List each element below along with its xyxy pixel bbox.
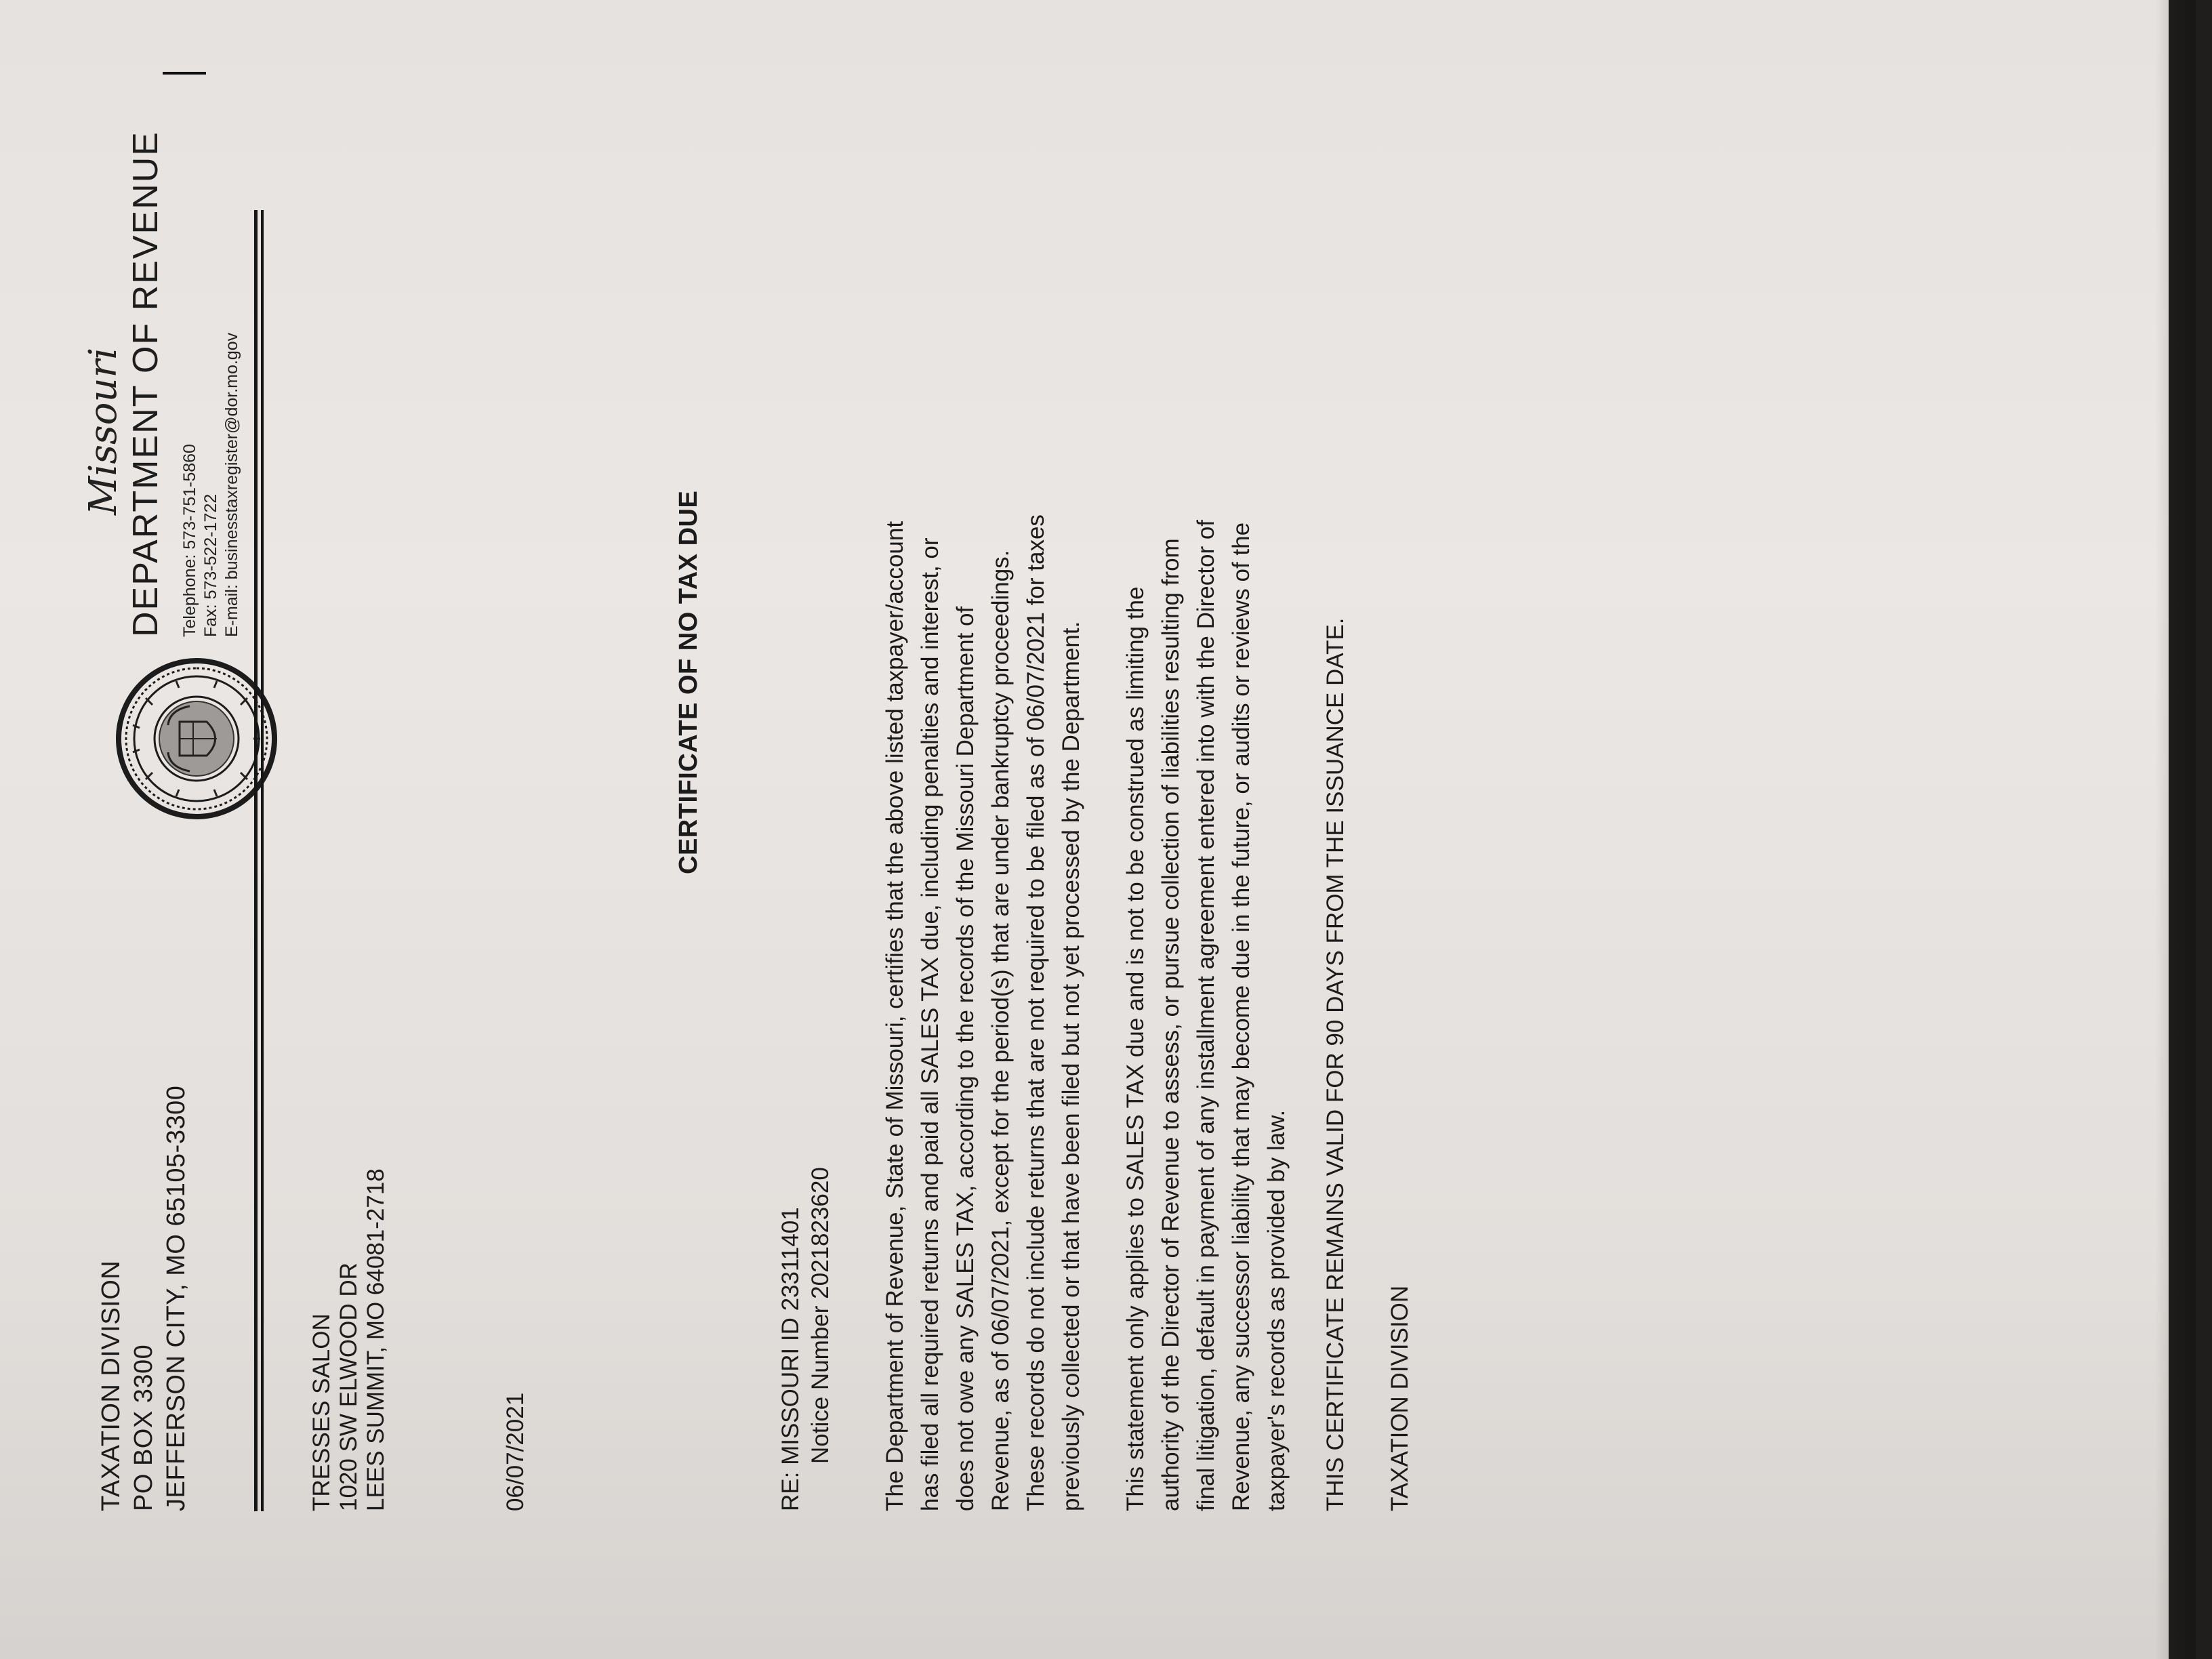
re-missouri-id: RE: MISSOURI ID 23311401	[777, 1207, 804, 1511]
paragraph-line: does not owe any SALES TAX, according to the records of the Missouri Department of	[952, 606, 979, 1511]
recipient-street: 1020 SW ELWOOD DR	[335, 1263, 362, 1511]
paragraph-line: final litigation, default in payment of any installment agreement entered into with the Director of	[1193, 519, 1219, 1511]
paragraph-line: has filed all required returns and paid all SALES TAX due, including penalties and interest, or	[917, 537, 943, 1511]
paragraph-line: The Department of Revenue, State of Missouri, certifies that the above listed taxpayer/account	[882, 520, 908, 1511]
agency-name: DEPARTMENT OF REVENUE	[126, 131, 165, 637]
agency-contact	[180, 333, 243, 637]
signature-block: TAXATION DIVISION	[1387, 1285, 1413, 1511]
paragraph-line: These records do not include returns that are not required to be filed as of 06/07/2021 for taxes	[1023, 514, 1049, 1511]
sender-address	[95, 1086, 192, 1511]
certification-paragraph	[878, 359, 1089, 1511]
paper-edge-shadow	[2155, 0, 2196, 1659]
agency-fax: Fax: 573-522-1722	[201, 493, 220, 637]
paragraph-line: authority of the Director of Revenue to assess, or pursue collection of liabilities resulting from	[1158, 538, 1184, 1511]
reference-block	[776, 1167, 836, 1511]
paragraph-line: Revenue, any successor liability that may become due in the future, or audits or reviews of the	[1228, 522, 1254, 1511]
fold-mark	[163, 72, 206, 75]
paragraph-line: This statement only applies to SALES TAX due and is not to be construed as limiting the	[1122, 586, 1149, 1511]
certificate-title: CERTIFICATE OF NO TAX DUE	[674, 490, 703, 874]
paragraph-line: previously collected or that have been filed but not yet processed by the Department.	[1058, 621, 1084, 1511]
header-divider	[254, 210, 264, 1511]
re-notice-number: Notice Number 2021823620	[807, 1167, 834, 1464]
letter-date: 06/07/2021	[502, 1392, 529, 1511]
recipient-city-line: LEES SUMMIT, MO 64081-2718	[363, 1168, 389, 1511]
recipient-address	[308, 1168, 390, 1511]
paragraph-line: taxpayer's records as provided by law.	[1263, 1109, 1290, 1511]
limitation-paragraph	[1118, 359, 1294, 1511]
recipient-name: TRESSES SALON	[308, 1313, 335, 1511]
sender-po-box: PO BOX 3300	[129, 1344, 158, 1511]
certificate-letter	[75, 0, 1413, 1552]
validity-statement: THIS CERTIFICATE REMAINS VALID FOR 90 DAYS FROM THE ISSUANCE DATE.	[1322, 617, 1349, 1511]
agency-telephone: Telephone: 573-751-5860	[180, 444, 199, 637]
agency-email: E-mail: businesstaxregister@dor.mo.gov	[222, 332, 241, 637]
department-seal-icon	[115, 657, 278, 820]
sender-division: TAXATION DIVISION	[97, 1260, 125, 1511]
sender-city-line: JEFFERSON CITY, MO 65105-3300	[162, 1085, 190, 1511]
agency-script-name: Missouri	[81, 347, 125, 515]
paragraph-line: Revenue, as of 06/07/2021, except for the period(s) that are under bankruptcy proceedings.	[987, 550, 1014, 1511]
